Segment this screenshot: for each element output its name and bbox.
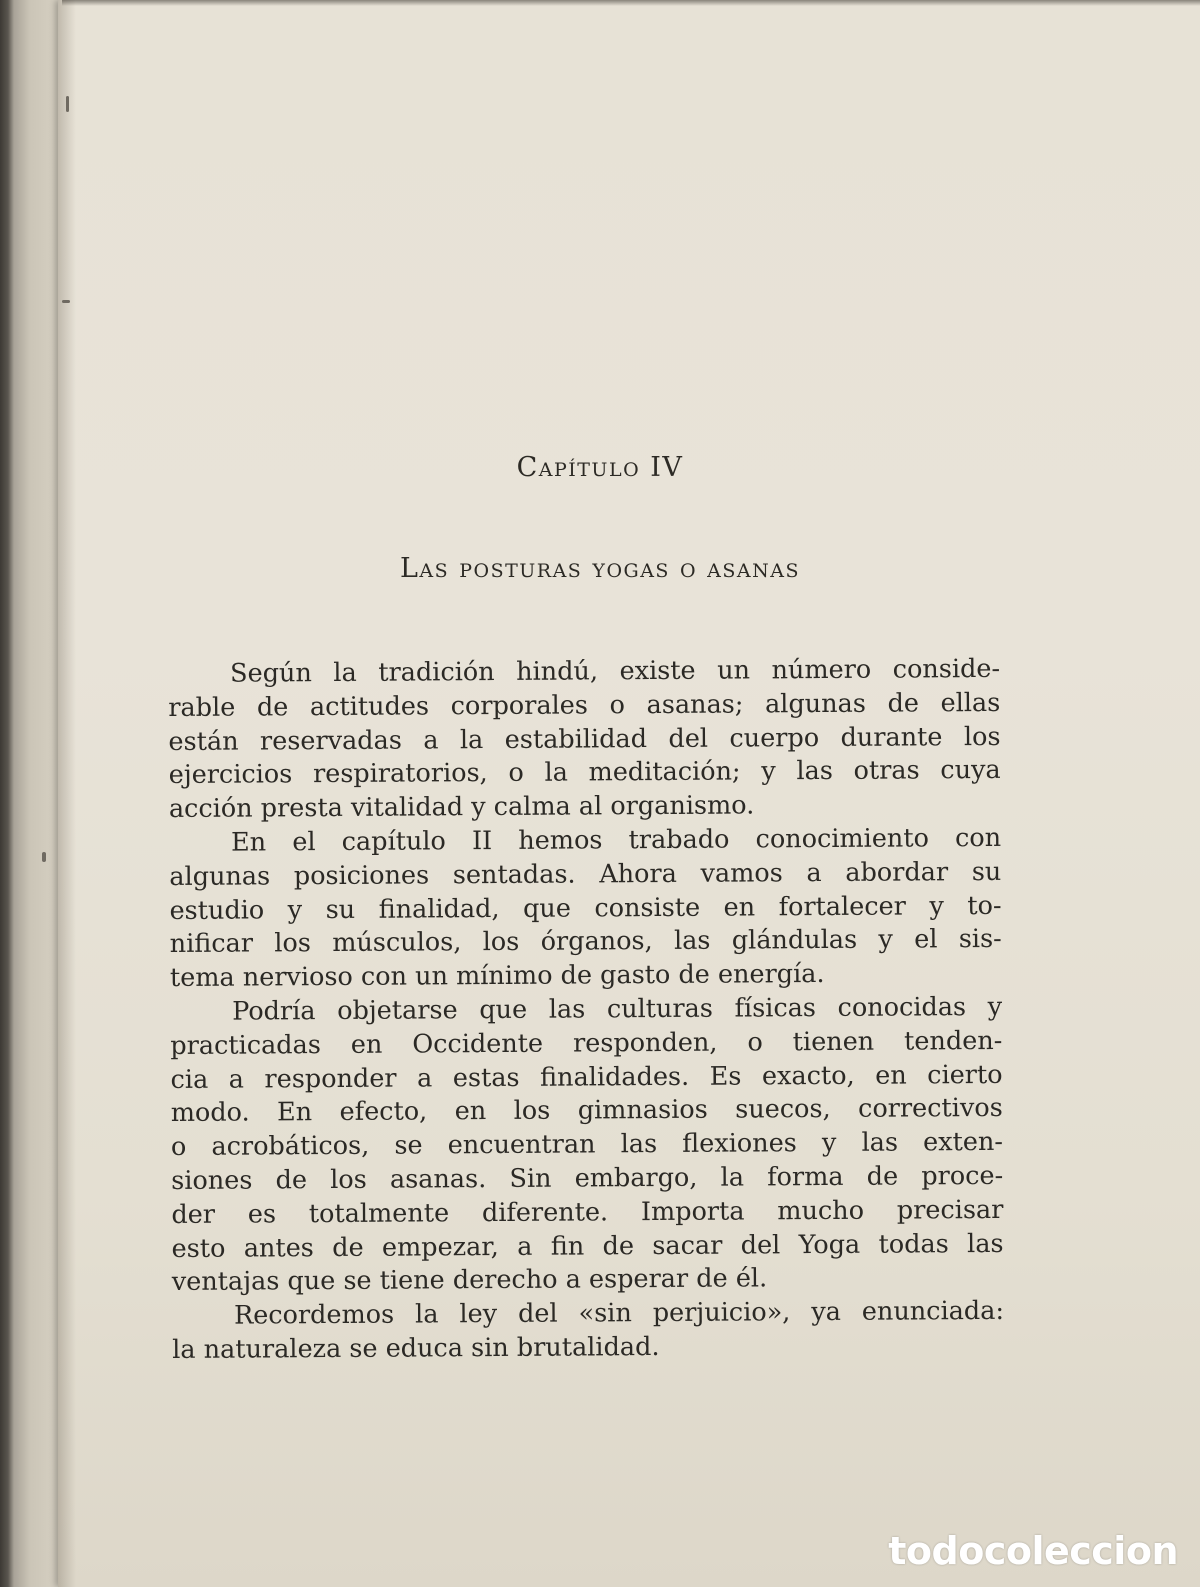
- text-line: ventajas que se tiene derecho a esperar de él.: [171, 1263, 768, 1298]
- text-line: Podría objetarse que las culturas físicas conocidas y: [232, 991, 1003, 1027]
- body-text: [168, 653, 1004, 1368]
- text-line: Recordemos la ley del «sin perjuicio», ya enunciada:: [233, 1296, 1005, 1331]
- text-line: nificar los músculos, los órganos, las glándulas y el sis-: [169, 924, 1002, 960]
- text-line: rable de actitudes corporales o asanas; algunas de ellas: [168, 687, 1001, 723]
- text-line: o acrobáticos, se encuentran las flexiones y las exten-: [170, 1127, 1004, 1163]
- text-line: la naturaleza se educa sin brutalidad.: [172, 1331, 660, 1365]
- text-line: esto antes de empezar, a fin de sacar del Yoga todas las: [171, 1228, 1004, 1264]
- text-line: estudio y su finalidad, que consiste en fortalecer y to-: [169, 890, 1002, 926]
- text-line: cia a responder a estas finalidades. Es exacto, en cierto: [170, 1059, 1003, 1095]
- text-line: der es totalmente diferente. Importa mucho precisar: [171, 1194, 1004, 1230]
- text-line: tema nervioso con un mínimo de gasto de energía.: [169, 959, 825, 994]
- text-line: están reservadas a la estabilidad del cuerpo durante los: [168, 721, 1001, 757]
- text-line: practicadas en Occidente responden, o tienen tenden-: [170, 1025, 1003, 1061]
- text-line: Según la tradición hindú, existe un número conside-: [230, 653, 1001, 689]
- text-line: En el capítulo II hemos trabado conocimiento con: [231, 822, 1002, 858]
- text-line: algunas posiciones sentadas. Ahora vamos a abordar su: [169, 856, 1002, 892]
- text-line: ejercicios respiratorios, o la meditación; y las otras cuya: [168, 755, 1001, 791]
- chapter-title: Las posturas yogas o asanas: [399, 553, 801, 584]
- text-line: modo. En efecto, en los gimnasios suecos, correctivos: [170, 1093, 1003, 1129]
- text-line: siones de los asanas. Sin embargo, la forma de proce-: [171, 1160, 1004, 1196]
- watermark-logo: todocoleccion: [888, 1529, 1178, 1573]
- chapter-heading: Capítulo IV: [516, 452, 684, 483]
- text-line: acción presta vitalidad y calma al organismo.: [168, 790, 755, 825]
